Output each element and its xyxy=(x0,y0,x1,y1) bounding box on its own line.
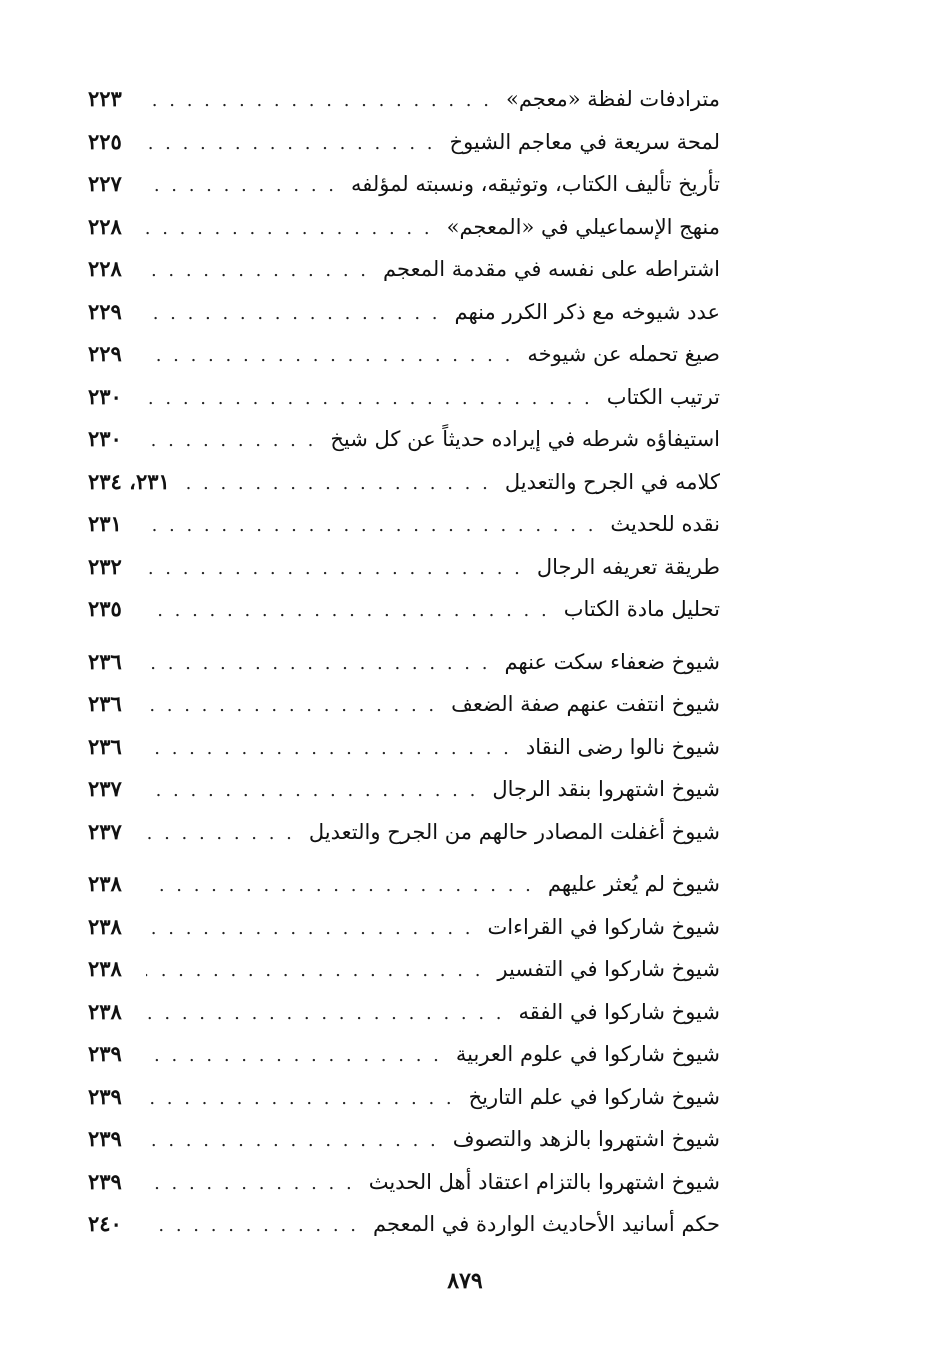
toc-entry xyxy=(88,206,720,249)
table-of-contents xyxy=(88,78,720,1246)
toc-entry xyxy=(88,418,720,461)
entry-page: ٢٣٦ xyxy=(88,733,122,759)
dot-leader xyxy=(146,1035,442,1078)
dot-leader xyxy=(146,335,513,378)
entry-page: ٢٣٢ xyxy=(88,553,122,579)
toc-entry xyxy=(88,291,720,334)
entry-title: صيغ تحمله عن شيوخه xyxy=(527,342,720,366)
dot-leader xyxy=(146,208,433,251)
entry-page: ٢٣٩ xyxy=(88,1041,122,1066)
dot-leader xyxy=(146,643,490,686)
entry-page: ٢٣٨ xyxy=(88,871,122,896)
entry-page: ٢٣٦ xyxy=(88,691,122,716)
dot-leader xyxy=(146,993,505,1036)
dot-leader xyxy=(146,728,512,771)
entry-page: ٢٣٠ xyxy=(88,383,122,409)
entry-title: اشتراطه على نفسه في مقدمة المعجم xyxy=(383,257,720,281)
dot-leader xyxy=(146,293,441,336)
dot-leader xyxy=(146,250,369,293)
dot-leader xyxy=(146,770,478,813)
dot-leader xyxy=(146,123,436,166)
dot-leader xyxy=(146,908,474,951)
entry-page: ٢٣٩ xyxy=(88,1168,122,1194)
entry-page: ٢٣١، ٢٣٤ xyxy=(88,468,170,494)
entry-page: ٢٢٩ xyxy=(88,341,122,366)
entry-title: شيوخ نالوا رضى النقاد xyxy=(525,734,720,759)
entry-page: ٢٢٨ xyxy=(88,256,122,281)
toc-entry xyxy=(88,863,720,906)
toc-entry xyxy=(88,1033,720,1076)
entry-page: ٢٣٧ xyxy=(88,776,122,801)
entry-title: تحليل مادة الكتاب xyxy=(563,597,720,621)
toc-entry xyxy=(88,991,720,1034)
entry-title: شيوخ شاركوا في علوم العربية xyxy=(455,1042,720,1066)
entry-page: ٢٢٧ xyxy=(88,171,122,196)
toc-entry xyxy=(88,1161,720,1204)
dot-leader xyxy=(146,548,523,591)
dot-leader xyxy=(146,865,534,908)
dot-leader xyxy=(146,378,593,421)
dot-leader xyxy=(146,1078,455,1121)
entry-page: ٢٣٨ xyxy=(88,913,122,939)
dot-leader xyxy=(146,80,492,123)
entry-title: شيوخ شاركوا في القراءات xyxy=(487,914,720,939)
entry-page: ٢٣٦ xyxy=(88,648,122,674)
toc-entry xyxy=(88,641,720,684)
page-number: ٨٧٩ xyxy=(447,1268,483,1294)
toc-entry xyxy=(88,503,720,546)
entry-page: ٢٣١ xyxy=(88,511,122,536)
entry-title: شيوخ شاركوا في التفسير xyxy=(497,957,720,981)
toc-entry xyxy=(88,906,720,949)
entry-page: ٢٣٨ xyxy=(88,956,122,981)
entry-page: ٢٣٩ xyxy=(88,1083,122,1109)
toc-entry xyxy=(88,376,720,419)
entry-page: ٢٣٠ xyxy=(88,426,122,451)
entry-title: شيوخ لم يُعثر عليهم xyxy=(547,872,720,896)
entry-title: شيوخ شاركوا في علم التاريخ xyxy=(468,1084,720,1109)
entry-page: ٢٣٥ xyxy=(88,596,122,621)
entry-page: ٢٢٨ xyxy=(88,213,122,239)
entry-title: ترتيب الكتاب xyxy=(606,384,720,409)
dot-leader xyxy=(146,685,437,728)
toc-entry xyxy=(88,163,720,206)
entry-title: نقده للحديث xyxy=(610,512,720,536)
toc-entry xyxy=(88,1118,720,1161)
entry-title: استيفاؤه شرطه في إيراده حديثاً عن كل شيخ xyxy=(330,427,720,451)
entry-title: عدد شيوخه مع ذكر الكرر منهم xyxy=(454,299,720,324)
dot-leader xyxy=(146,505,596,548)
toc-entry xyxy=(88,588,720,631)
entry-title: شيوخ ضعفاء سكت عنهم xyxy=(504,649,720,674)
entry-page: ٢٣٩ xyxy=(88,1126,122,1151)
dot-leader xyxy=(146,950,483,993)
entry-title: شيوخ اشتهروا بنقد الرجال xyxy=(492,777,720,801)
entry-title: شيوخ انتفت عنهم صفة الضعف xyxy=(451,692,720,716)
entry-title: تأريخ تأليف الكتاب، وتوثيقه، ونسبته لمؤلفه xyxy=(351,172,720,196)
toc-entry xyxy=(88,811,720,854)
entry-page: ٢٤٠ xyxy=(88,1211,122,1236)
toc-entry xyxy=(88,726,720,769)
entry-page: ٢٢٣ xyxy=(88,86,122,111)
entry-title: شيوخ اشتهروا بالزهد والتصوف xyxy=(452,1127,720,1151)
toc-entry xyxy=(88,683,720,726)
dot-leader xyxy=(146,165,337,208)
dot-leader xyxy=(146,1163,355,1206)
entry-title: شيوخ اشتهروا بالتزام اعتقاد أهل الحديث xyxy=(368,1169,720,1194)
toc-entry xyxy=(88,248,720,291)
entry-title: مترادفات لفظة «معجم» xyxy=(505,87,720,111)
entry-title: شيوخ أغفلت المصادر حالهم من الجرح والتعديل xyxy=(308,819,720,844)
dot-leader xyxy=(184,463,491,506)
entry-title: شيوخ شاركوا في الفقه xyxy=(518,999,720,1024)
entry-page: ٢٢٩ xyxy=(88,298,122,324)
entry-title: لمحة سريعة في معاجم الشيوخ xyxy=(449,129,720,154)
entry-page: ٢٣٨ xyxy=(88,998,122,1024)
toc-entry xyxy=(88,948,720,991)
dot-leader xyxy=(146,1120,439,1163)
entry-title: منهج الإسماعيلي في «المعجم» xyxy=(446,214,720,239)
entry-title: حكم أسانيد الأحاديث الواردة في المعجم xyxy=(373,1212,720,1236)
toc-entry xyxy=(88,121,720,164)
toc-entry xyxy=(88,768,720,811)
dot-leader xyxy=(146,590,550,633)
entry-page: ٢٢٥ xyxy=(88,128,122,154)
dot-leader xyxy=(146,813,295,856)
entry-title: كلامه في الجرح والتعديل xyxy=(504,469,720,494)
dot-leader xyxy=(146,1205,359,1248)
toc-entry xyxy=(88,461,720,504)
toc-entry xyxy=(88,333,720,376)
entry-title: طريقة تعريفه الرجال xyxy=(536,554,720,579)
toc-entry xyxy=(88,1076,720,1119)
entry-page: ٢٣٧ xyxy=(88,818,122,844)
dot-leader xyxy=(146,420,316,463)
toc-entry xyxy=(88,546,720,589)
toc-entry xyxy=(88,1203,720,1246)
toc-entry xyxy=(88,78,720,121)
